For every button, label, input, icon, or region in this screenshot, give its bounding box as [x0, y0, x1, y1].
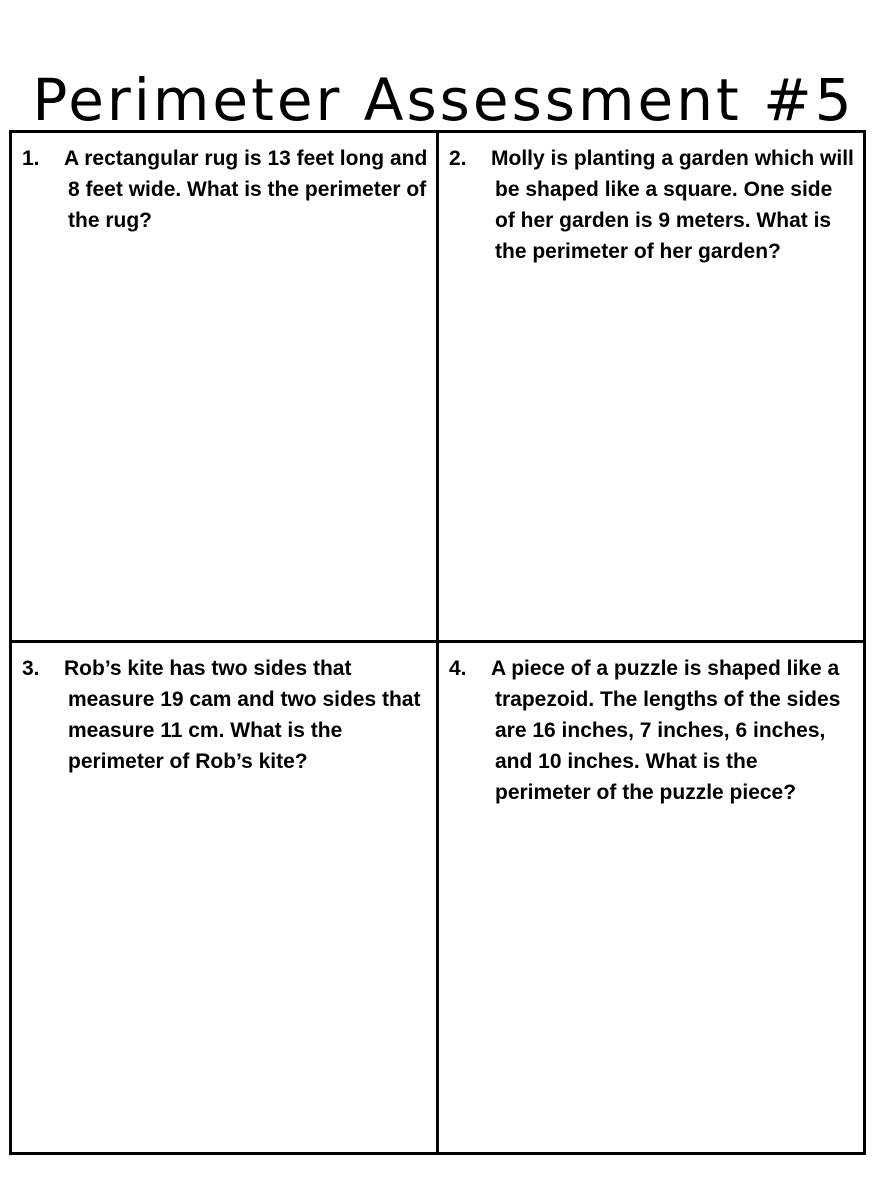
problem-number: 1.: [22, 147, 40, 170]
problem-cell-2: [439, 133, 863, 643]
problem-number: 4.: [449, 657, 467, 680]
problem-number: 3.: [22, 657, 40, 680]
problem-4: [449, 653, 855, 808]
problem-text: Rob’s kite has two sides that measure 19 cam and two sides that measure 11 cm. What is the perimeter of Rob’s kite?: [64, 657, 421, 773]
problem-cell-4: [439, 643, 863, 1152]
problem-2: [449, 143, 855, 267]
problem-text: A piece of a puzzle is shaped like a trapezoid. The lengths of the sides are 16 inches, 7 inches, 6 inches, and 10 inches. What is the perimeter of the puzzle piece?: [491, 657, 841, 804]
page-title: Perimeter Assessment #5: [32, 65, 855, 134]
problem-1: [22, 143, 428, 236]
problem-grid: [9, 130, 866, 1155]
problem-number: 2.: [449, 147, 467, 170]
problem-text: Molly is planting a garden which will be shaped like a square. One side of her garden is 9 meters. What is the perimeter of her garden?: [491, 147, 854, 263]
problem-text: A rectangular rug is 13 feet long and 8 feet wide. What is the perimeter of the rug?: [64, 147, 428, 232]
problem-cell-3: [12, 643, 439, 1152]
problem-cell-1: [12, 133, 439, 643]
problem-3: [22, 653, 428, 777]
